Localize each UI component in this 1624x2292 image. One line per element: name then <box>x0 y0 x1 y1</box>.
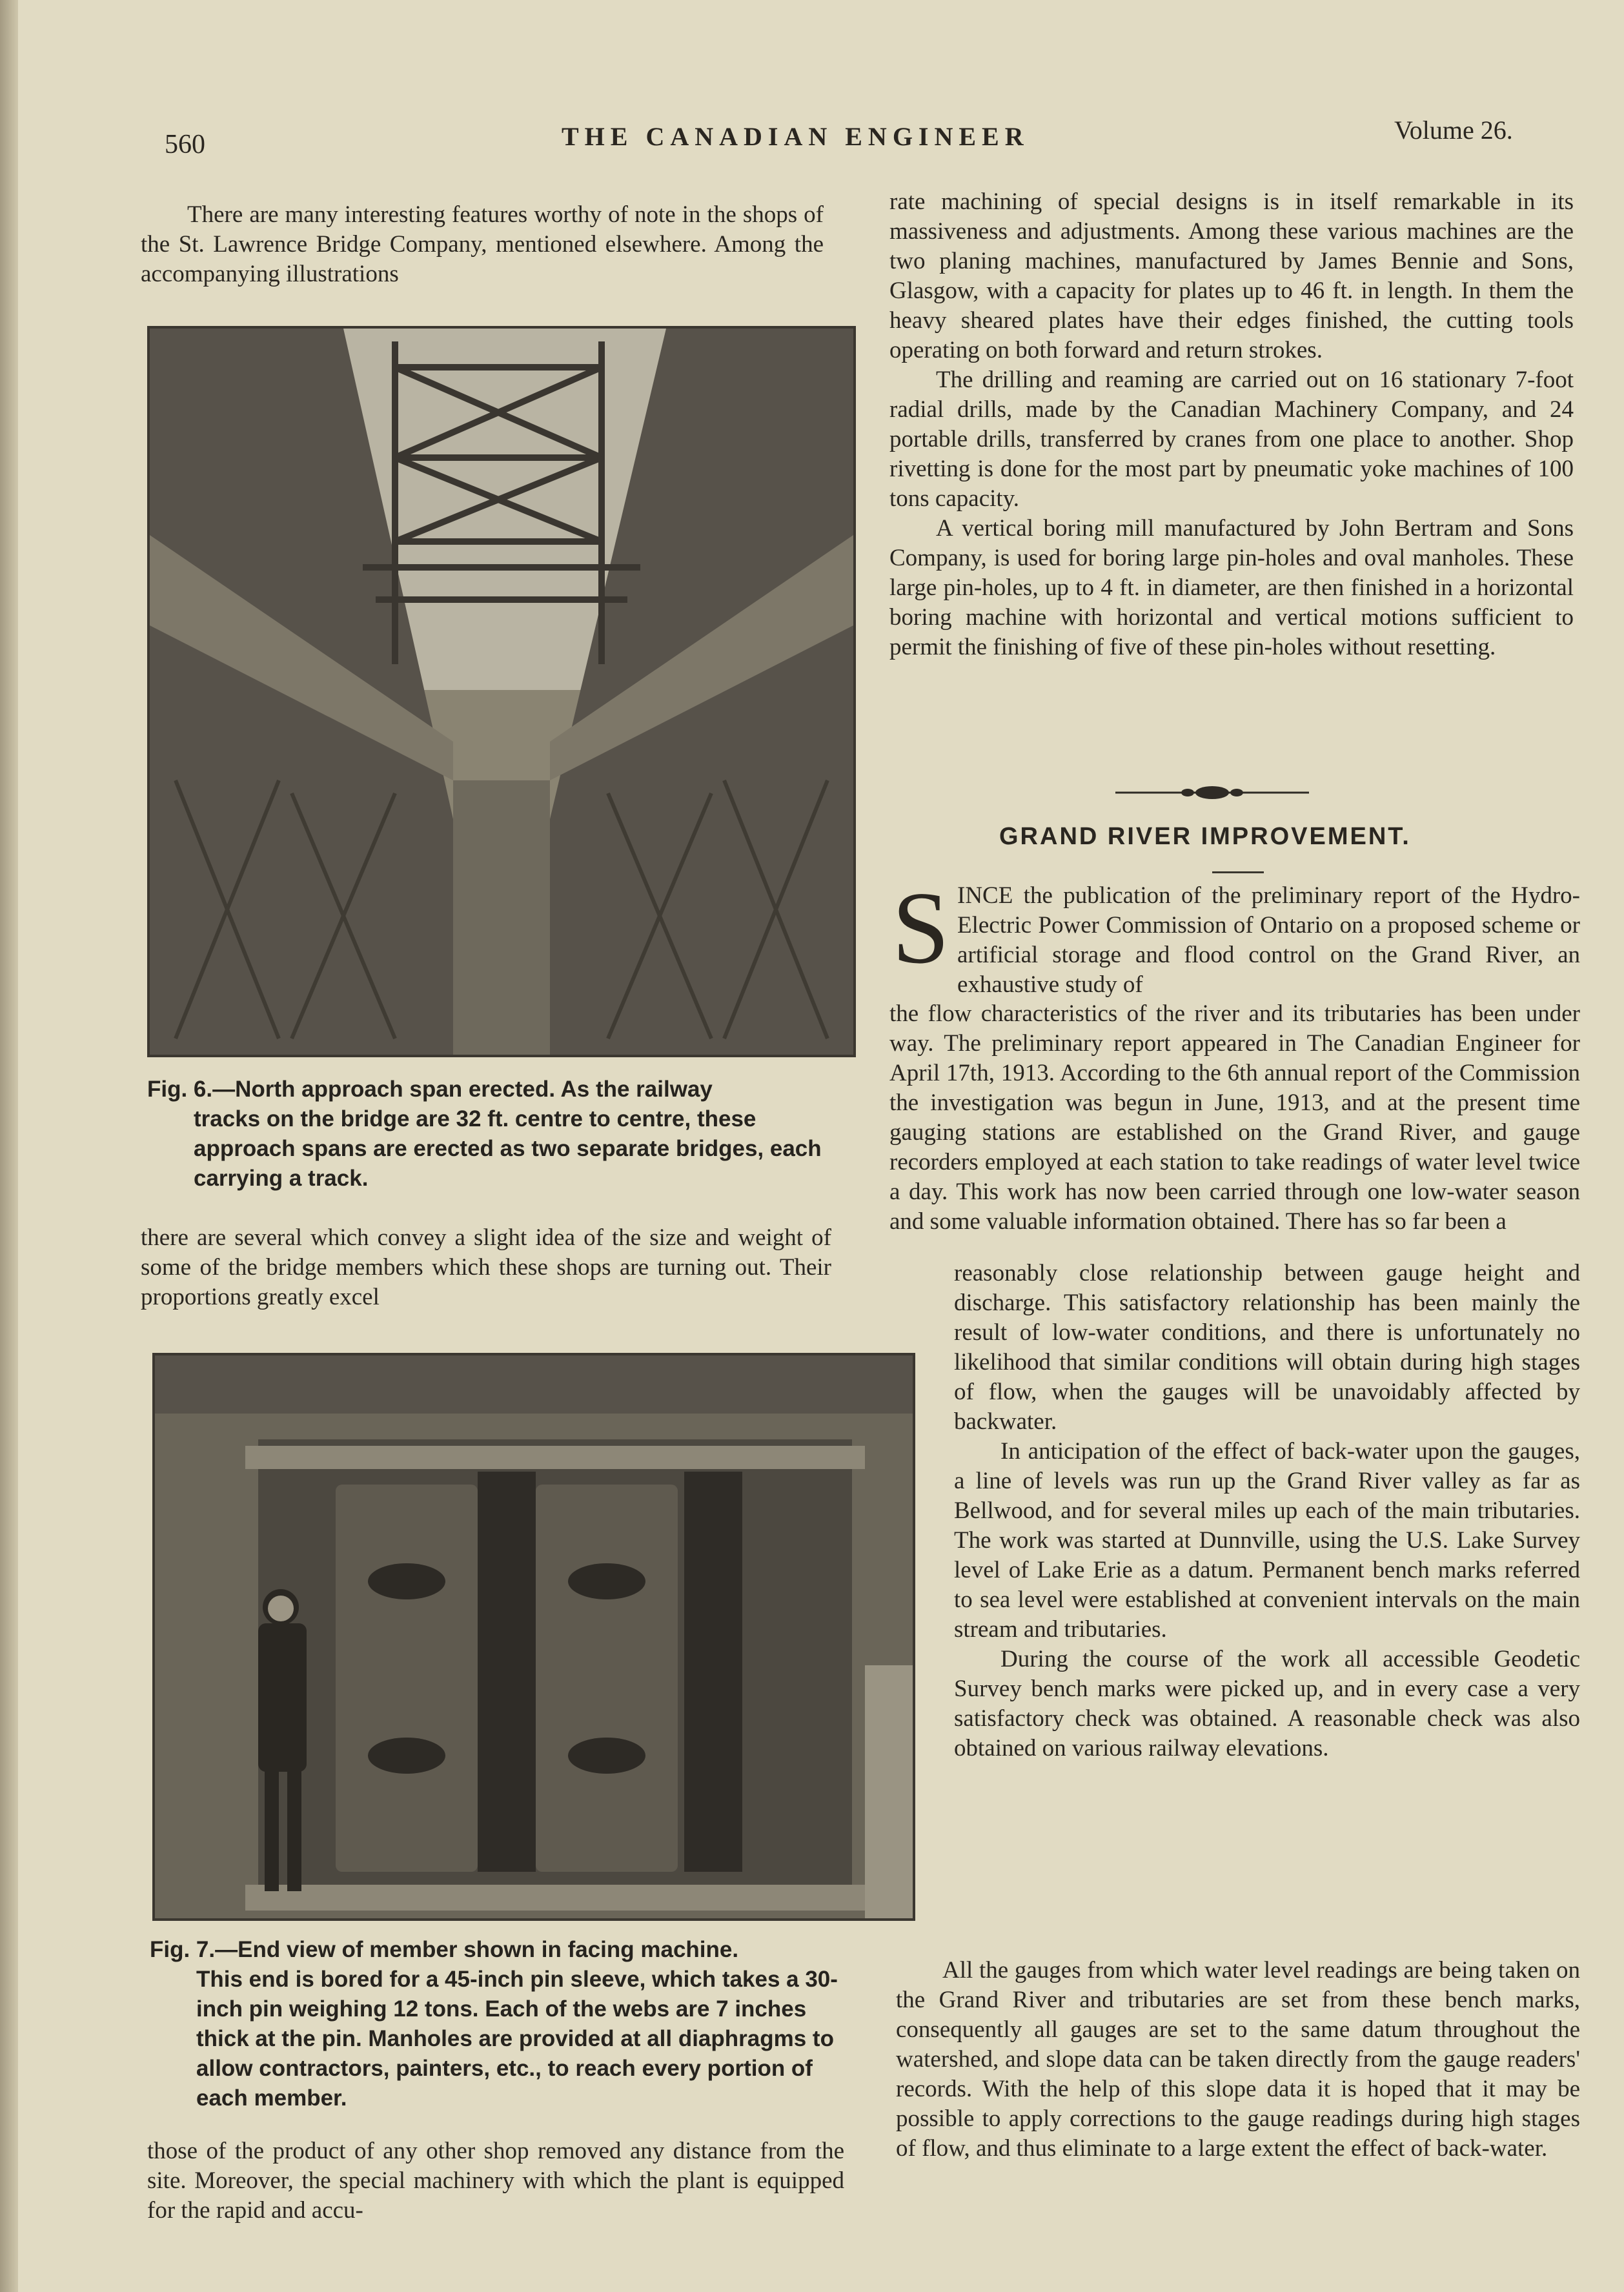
caption-lead: Fig. 7.—End view of member shown in facing machine. <box>150 1937 739 1962</box>
fig7-caption <box>150 1935 847 2113</box>
section-ornament <box>1115 780 1309 806</box>
paragraph: the flow characteristics of the river and its tributaries has been under way. The preliminary report appeared in The Canadian Engineer for April 17th, 1913. According to the 6th annual report of the Commission the investigation was begun in June, 1913, and at the present time gauging stations are established on the Grand River, and gauge recorders employed at each station to take readings of water level twice a day. This work has now been carried through one low-water season and some valuable information obtained. There has so far been a <box>889 1000 1580 1235</box>
paragraph: In anticipation of the effect of back-water upon the gauges, a line of levels was run up the Grand River valley as far as Bellwood, and for several miles up each of the main tributaries. The work was started at Dunnville, using the U.S. Lake Survey level of Lake Erie as a datum. Permanent bench marks referred to sea level were established at convenient intervals on the main stream and tributaries. <box>954 1438 1580 1643</box>
section-title: GRAND RIVER IMPROVEMENT. <box>999 823 1411 850</box>
paragraph: rate machining of special designs is in itself remarkable in its massiveness and adjustments. Among these various machines are the two planing machines, manufactured by James Bennie and Sons, Glasgow, with a capacity for plates up to 46 ft. in length. In them the heavy sheared plates have their edges finished, the cutting tools operating on both forward and return strokes. <box>889 188 1574 363</box>
left-intro <box>141 200 824 289</box>
right-top <box>889 187 1574 662</box>
left-bottom <box>147 2136 844 2226</box>
paragraph: reasonably close relationship between gauge height and discharge. This satisfactory relationship has been mainly the result of low-water conditions, and there is unfortunately no likelihood that similar conditions will obtain during high stages of flow, when the gauges will be unavoidably affected by backwater. <box>954 1260 1580 1435</box>
paragraph: those of the product of any other shop removed any distance from the site. Moreover, the special machinery with which the plant is equipped for the rapid and accu- <box>147 2138 844 2224</box>
article-body-3 <box>896 1956 1580 2164</box>
fig7-photo-member-end-view <box>152 1353 915 1921</box>
paragraph: The drilling and reaming are carried out on 16 stationary 7-foot radial drills, made by the Canadian Machinery Company, and 24 portable drills, transferred by cranes from one place to another. Shop rivetting is done for the most part by pneumatic yoke machines of 100 tons capacity. <box>889 367 1574 512</box>
journal-title: THE CANADIAN ENGINEER <box>562 122 1030 151</box>
caption-text: tracks on the bridge are 32 ft. centre to centre, these approach spans are erected as two separate bridges, each carrying a track. <box>194 1106 822 1191</box>
paragraph: there are several which convey a slight idea of the size and weight of some of the bridge members which these shops are turning out. Their proportions greatly excel <box>141 1224 831 1310</box>
left-middle <box>141 1223 831 1312</box>
paragraph: All the gauges from which water level readings are being taken on the Grand River and tributaries are set from these bench marks, consequently all gauges are set to the same datum throughout the watershed, and slope data can be taken directly from the gauge readers' records. With the help of this slope data it is hoped that it may be possible to apply corrections to the gauge readings during high stages of flow, and thus eliminate to a large extent the effect of back-water. <box>896 1957 1580 2162</box>
caption-lead: Fig. 6.—North approach span erected. As the railway <box>147 1077 713 1102</box>
paragraph: INCE the publication of the preliminary report of the Hydro-Electric Power Commission of Ontario on a proposed scheme or artificial storage and flood control on the Grand River, an exhaustive study of <box>957 882 1580 998</box>
fig6-caption <box>147 1075 831 1193</box>
volume-label: Volume 26. <box>1394 116 1513 145</box>
page-number: 560 <box>165 130 205 159</box>
fig6-photo-north-approach-span <box>147 326 856 1057</box>
paragraph: A vertical boring mill manufactured by John Bertram and Sons Company, is used for boring large pin-holes and oval manholes. These large pin-holes, up to 4 ft. in diameter, are then finished in a horizontal boring machine with horizontal and vertical motions sufficient to permit the finishing of five of these pin-holes without resetting. <box>889 515 1574 660</box>
caption-text: This end is bored for a 45-inch pin sleeve, which takes a 30-inch pin weighing 12 tons. Each of the webs are 7 inches thick at the pin. Manholes are provided at all diaphragms to allow contractors, painters, etc., to reach every portion of each member. <box>196 1967 838 2111</box>
page-header <box>148 110 1568 159</box>
article-lead <box>957 881 1580 1000</box>
paragraph: During the course of the work all accessible Geodetic Survey bench marks were picked up, and in every case a very satisfactory check was obtained. A reasonable check was also obtained on various railway elevations. <box>954 1646 1580 1761</box>
article-body-2 <box>954 1259 1580 1763</box>
paragraph: There are many interesting features worthy of note in the shops of the St. Lawrence Bridge Company, mentioned elsewhere. Among the accompanying illustrations <box>141 201 824 287</box>
article-body-1 <box>889 999 1580 1237</box>
book-binding-shadow <box>0 0 18 2292</box>
section-rule <box>1212 871 1264 873</box>
drop-cap: S <box>892 870 949 985</box>
